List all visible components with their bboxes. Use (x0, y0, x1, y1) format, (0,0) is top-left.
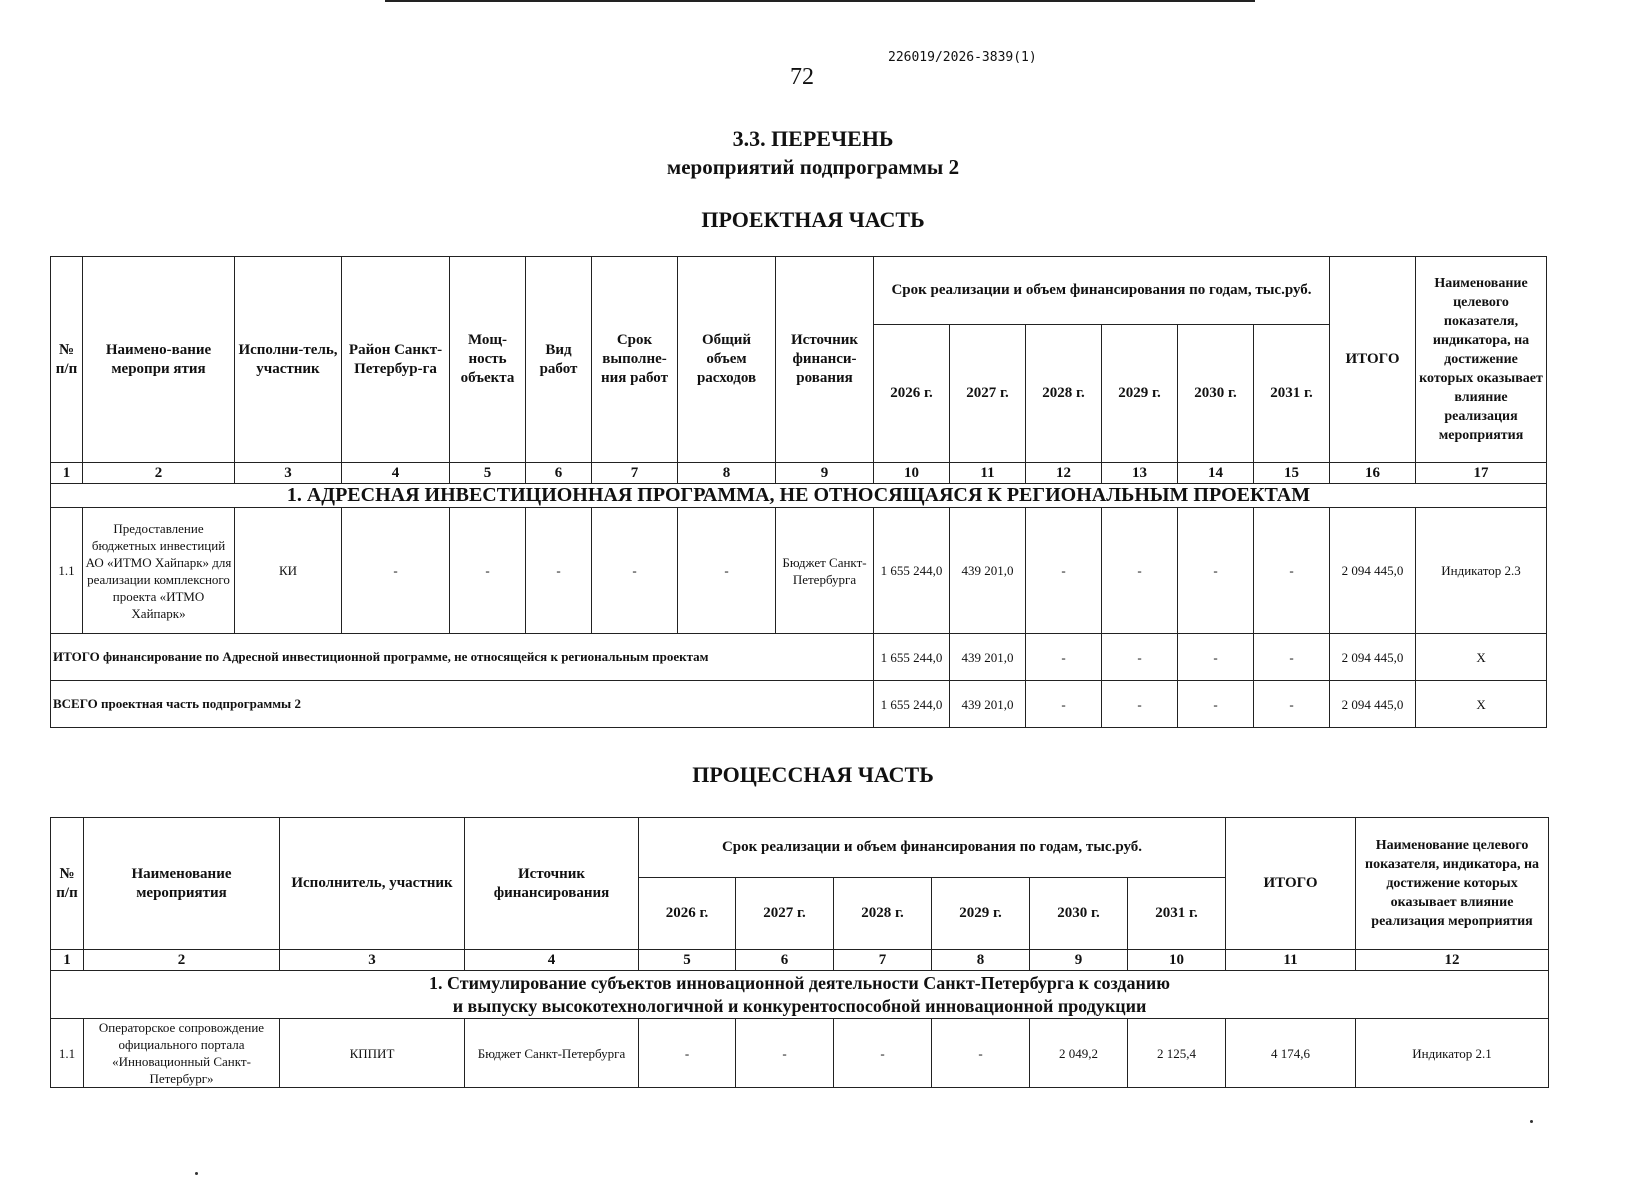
grandtotal-year-value: - (1026, 681, 1102, 728)
col-header-source: Источник финанси-рования (776, 257, 874, 463)
row-year-value: - (1178, 508, 1254, 634)
row-district: - (342, 508, 450, 634)
group-title-line1: 1. Стимулирование субъектов инновационной деятельности Санкт-Петербурга к созданию (429, 972, 1170, 993)
col-header-work-type: Вид работ (526, 257, 592, 463)
col-header-num: № п/п (51, 818, 84, 950)
subtotal-row (51, 634, 1547, 681)
grandtotal-indicator: Х (1416, 681, 1547, 728)
row-name: Операторское сопровождение официального портала «Инновационный Санкт-Петербург» (84, 1019, 280, 1088)
col-number: 5 (639, 950, 736, 971)
col-number: 15 (1254, 463, 1330, 484)
col-header-name: Наимено-вание меропри ятия (83, 257, 235, 463)
row-year-value: 2 049,2 (1030, 1019, 1128, 1088)
col-number: 12 (1356, 950, 1549, 971)
column-number-row (51, 463, 1547, 484)
col-number: 2 (84, 950, 280, 971)
col-header-year: 2030 г. (1030, 878, 1128, 950)
col-number: 13 (1102, 463, 1178, 484)
col-number: 8 (678, 463, 776, 484)
col-header-period-group: Срок реализации и объем финансирования по годам, тыс.руб. (874, 257, 1330, 325)
row-term: - (592, 508, 678, 634)
col-number: 1 (51, 950, 84, 971)
col-number: 14 (1178, 463, 1254, 484)
col-header-capacity: Мощ-ность объекта (450, 257, 526, 463)
row-year-value: - (736, 1019, 834, 1088)
grandtotal-label: ВСЕГО проектная часть подпрограммы 2 (51, 681, 874, 728)
col-number: 9 (776, 463, 874, 484)
row-year-value: 2 125,4 (1128, 1019, 1226, 1088)
row-executor: КППИТ (280, 1019, 465, 1088)
scan-speck (195, 1172, 198, 1175)
group-title (51, 971, 1549, 1019)
col-header-year: 2029 г. (1102, 325, 1178, 463)
col-header-source: Источник финансирования (465, 818, 639, 950)
row-num: 1.1 (51, 508, 83, 634)
row-year-value: - (1102, 508, 1178, 634)
col-header-num: № п/п (51, 257, 83, 463)
row-total: 2 094 445,0 (1330, 508, 1416, 634)
col-number: 11 (950, 463, 1026, 484)
col-header-name: Наименование мероприятия (84, 818, 280, 950)
col-number: 6 (526, 463, 592, 484)
col-header-year: 2031 г. (1254, 325, 1330, 463)
subtotal-indicator: Х (1416, 634, 1547, 681)
row-num: 1.1 (51, 1019, 84, 1088)
grandtotal-total: 2 094 445,0 (1330, 681, 1416, 728)
col-header-year: 2028 г. (1026, 325, 1102, 463)
col-number: 8 (932, 950, 1030, 971)
col-header-district: Район Санкт-Петербур-га (342, 257, 450, 463)
col-header-year: 2026 г. (874, 325, 950, 463)
page-number: 72 (790, 64, 814, 90)
col-header-total-cost: Общий объем расходов (678, 257, 776, 463)
row-total: 4 174,6 (1226, 1019, 1356, 1088)
col-header-term: Срок выполне-ния работ (592, 257, 678, 463)
col-number: 1 (51, 463, 83, 484)
col-number: 11 (1226, 950, 1356, 971)
col-header-year: 2026 г. (639, 878, 736, 950)
row-indicator: Индикатор 2.1 (1356, 1019, 1549, 1088)
col-number: 10 (1128, 950, 1226, 971)
col-number: 16 (1330, 463, 1416, 484)
col-header-year: 2029 г. (932, 878, 1030, 950)
subtotal-total: 2 094 445,0 (1330, 634, 1416, 681)
col-header-total: ИТОГО (1330, 257, 1416, 463)
col-number: 9 (1030, 950, 1128, 971)
row-total-cost: - (678, 508, 776, 634)
subtotal-year-value: - (1254, 634, 1330, 681)
col-number: 4 (465, 950, 639, 971)
page-title: 3.3. ПЕРЕЧЕНЬ (732, 126, 894, 151)
subtotal-year-value: 439 201,0 (950, 634, 1026, 681)
col-header-year: 2027 г. (950, 325, 1026, 463)
table-row (51, 508, 1547, 634)
col-number: 12 (1026, 463, 1102, 484)
grandtotal-year-value: - (1254, 681, 1330, 728)
scan-speck (1530, 1120, 1533, 1123)
col-header-indicator: Наименование целевого показателя, индикатора, на достижение которых оказывает влияние реализация мероприятия (1356, 818, 1549, 950)
grandtotal-year-value: 439 201,0 (950, 681, 1026, 728)
subtotal-label: ИТОГО финансирование по Адресной инвестиционной программе, не относящейся к региональным проектам (51, 634, 874, 681)
col-header-year: 2028 г. (834, 878, 932, 950)
col-header-indicator: Наименование целевого показателя, индикатора, на достижение которых оказывает влияние реализация мероприятия (1416, 257, 1547, 463)
grandtotal-row (51, 681, 1547, 728)
row-year-value: - (1026, 508, 1102, 634)
row-year-value: - (932, 1019, 1030, 1088)
row-name: Предоставление бюджетных инвестиций АО «ИТМО Хайпарк» для реализации комплексного проекта «ИТМО Хайпарк» (83, 508, 235, 634)
col-number: 4 (342, 463, 450, 484)
subtotal-year-value: - (1178, 634, 1254, 681)
group-title-line2: и выпуску высокотехнологичной и конкурентоспособной инновационной продукции (452, 995, 1147, 1016)
col-header-year: 2027 г. (736, 878, 834, 950)
col-number: 17 (1416, 463, 1547, 484)
row-source: Бюджет Санкт-Петербурга (465, 1019, 639, 1088)
col-number: 3 (280, 950, 465, 971)
col-header-period-group: Срок реализации и объем финансирования по годам, тыс.руб. (639, 818, 1226, 878)
col-header-executor: Исполнитель, участник (280, 818, 465, 950)
grandtotal-year-value: - (1102, 681, 1178, 728)
row-work-type: - (526, 508, 592, 634)
subtotal-year-value: 1 655 244,0 (874, 634, 950, 681)
grandtotal-year-value: - (1178, 681, 1254, 728)
col-number: 7 (592, 463, 678, 484)
project-section-title: ПРОЕКТНАЯ ЧАСТЬ (701, 207, 925, 232)
table-row (51, 1019, 1549, 1088)
subtotal-year-value: - (1102, 634, 1178, 681)
group-title: 1. АДРЕСНАЯ ИНВЕСТИЦИОННАЯ ПРОГРАММА, НЕ ОТНОСЯЩАЯСЯ К РЕГИОНАЛЬНЫМ ПРОЕКТАМ (51, 484, 1547, 508)
project-table (50, 256, 1547, 728)
col-number: 3 (235, 463, 342, 484)
col-number: 7 (834, 950, 932, 971)
column-number-row (51, 950, 1549, 971)
process-section-title: ПРОЦЕССНАЯ ЧАСТЬ (692, 762, 934, 787)
document-id: 226019/2026-3839(1) (888, 50, 1037, 65)
col-number: 10 (874, 463, 950, 484)
col-number: 2 (83, 463, 235, 484)
row-year-value: 439 201,0 (950, 508, 1026, 634)
row-source: Бюджет Санкт-Петербурга (776, 508, 874, 634)
top-border-line (385, 0, 1255, 2)
page-subtitle: мероприятий подпрограммы 2 (666, 155, 960, 179)
process-table (50, 817, 1549, 1088)
col-number: 5 (450, 463, 526, 484)
col-number: 6 (736, 950, 834, 971)
row-indicator: Индикатор 2.3 (1416, 508, 1547, 634)
row-executor: КИ (235, 508, 342, 634)
col-header-executor: Исполни-тель, участник (235, 257, 342, 463)
grandtotal-year-value: 1 655 244,0 (874, 681, 950, 728)
col-header-total: ИТОГО (1226, 818, 1356, 950)
col-header-year: 2030 г. (1178, 325, 1254, 463)
subtotal-year-value: - (1026, 634, 1102, 681)
row-capacity: - (450, 508, 526, 634)
row-year-value: - (639, 1019, 736, 1088)
col-header-year: 2031 г. (1128, 878, 1226, 950)
row-year-value: - (1254, 508, 1330, 634)
row-year-value: 1 655 244,0 (874, 508, 950, 634)
row-year-value: - (834, 1019, 932, 1088)
